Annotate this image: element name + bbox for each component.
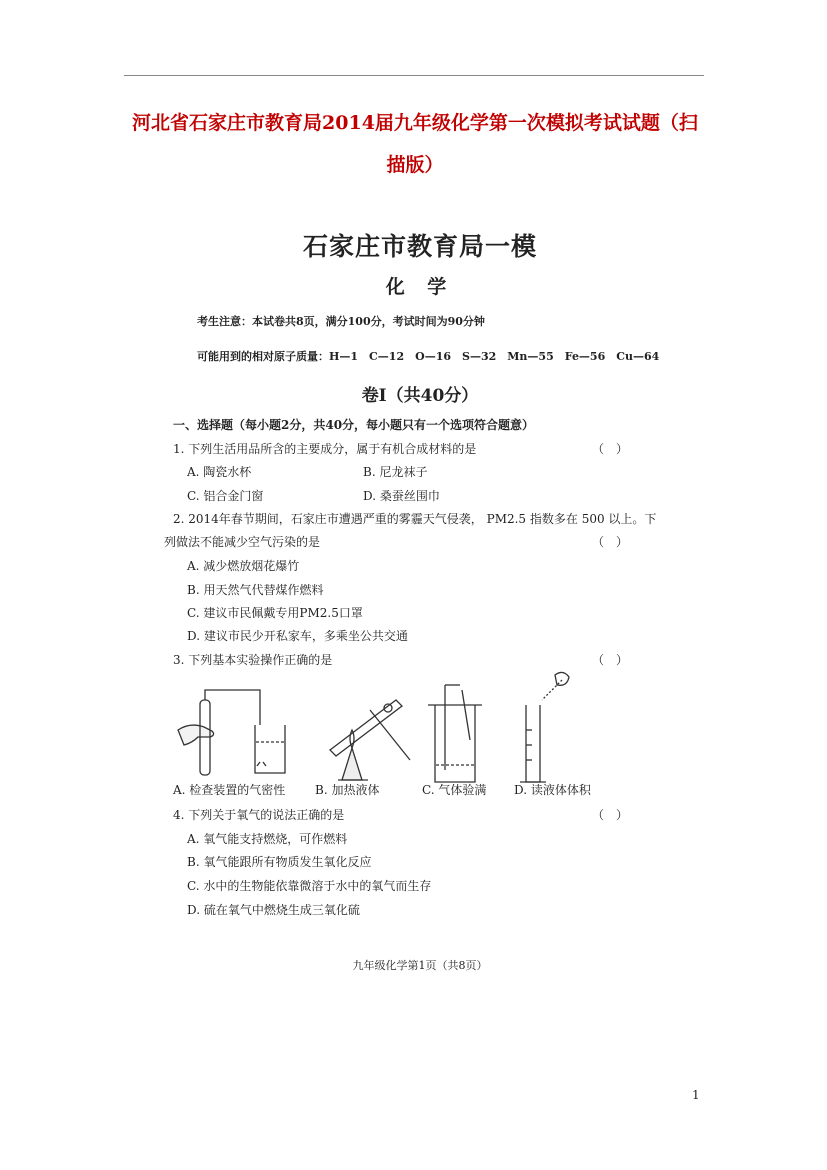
figure-caption-c: C. 气体验满 <box>422 783 487 797</box>
exam-title: 石家庄市教育局一模 <box>302 232 537 261</box>
question-4-option-b: B. 氧气能跟所有物质发生氧化反应 <box>187 855 372 869</box>
answer-bracket-3: （ ） <box>592 653 629 667</box>
figure-caption-b: B. 加热液体 <box>315 783 380 797</box>
exam-subject: 化 学 <box>385 276 455 298</box>
question-1-option-a: A. 陶瓷水杯 <box>187 465 252 479</box>
question-4-option-a: A. 氧气能支持燃烧，可作燃料 <box>187 832 348 846</box>
figure-caption-d: D. 读液体体积 <box>514 783 591 797</box>
question-1-stem: 1. 下列生活用品所含的主要成分，属于有机合成材料的是 <box>173 442 477 456</box>
question-2-stem-line1: 2. 2014年春节期间，石家庄市遭遇严重的雾霾天气侵袭， PM2.5 指数多在 500 以上。下 <box>173 512 657 526</box>
answer-bracket-1: （ ） <box>592 442 629 456</box>
header-rule <box>124 75 704 76</box>
question-3-stem: 3. 下列基本实验操作正确的是 <box>173 653 333 667</box>
exam-notice: 考生注意：本试卷共8页，满分100分，考试时间为90分钟 <box>197 315 485 328</box>
document-title-line2: 描版） <box>386 154 444 176</box>
exam-page-footer: 九年级化学第1页（共8页） <box>352 959 488 972</box>
document-title-line1: 河北省石家庄市教育局2014届九年级化学第一次模拟考试试题（扫 <box>132 112 698 134</box>
question-2-stem-line2: 列做法不能减少空气污染的是 <box>164 535 321 549</box>
figure-c-gas-full-test <box>428 685 482 782</box>
atomic-masses: 可能用到的相对原子质量：H—1 C—12 O—16 S—32 Mn—55 Fe—56 Cu—64 <box>197 350 660 363</box>
figure-a-airtightness-check <box>178 690 285 775</box>
question-4-option-d: D. 硫在氧气中燃烧生成三氧化硫 <box>187 903 360 917</box>
question-2-option-a: A. 减少燃放烟花爆竹 <box>187 559 300 573</box>
question-1-option-d: D. 桑蚕丝围巾 <box>363 489 440 503</box>
figure-caption-a: A. 检查装置的气密性 <box>173 783 286 797</box>
question-2-option-b: B. 用天然气代替煤作燃料 <box>187 583 324 597</box>
question-2-option-c: C. 建议市民佩戴专用PM2.5口罩 <box>187 606 363 620</box>
question-4-stem: 4. 下列关于氧气的说法正确的是 <box>173 808 345 822</box>
answer-bracket-2: （ ） <box>592 535 629 549</box>
page-number: 1 <box>692 1088 700 1102</box>
scanned-exam-page <box>160 215 680 975</box>
figure-b-heating-liquid <box>330 700 410 780</box>
figure-d-reading-liquid-volume <box>520 672 569 782</box>
question-4-option-c: C. 水中的生物能依靠微溶于水中的氧气而生存 <box>187 879 432 893</box>
answer-bracket-4: （ ） <box>592 808 629 822</box>
question-1-option-b: B. 尼龙袜子 <box>363 465 428 479</box>
question-1-option-c: C. 铝合金门窗 <box>187 489 264 503</box>
section-heading: 一、选择题（每小题2分，共40分，每小题只有一个选项符合题意） <box>173 418 535 432</box>
question-2-option-d: D. 建议市民少开私家车，多乘坐公共交通 <box>187 629 408 643</box>
volume-heading: 卷Ⅰ（共40分） <box>361 386 479 406</box>
